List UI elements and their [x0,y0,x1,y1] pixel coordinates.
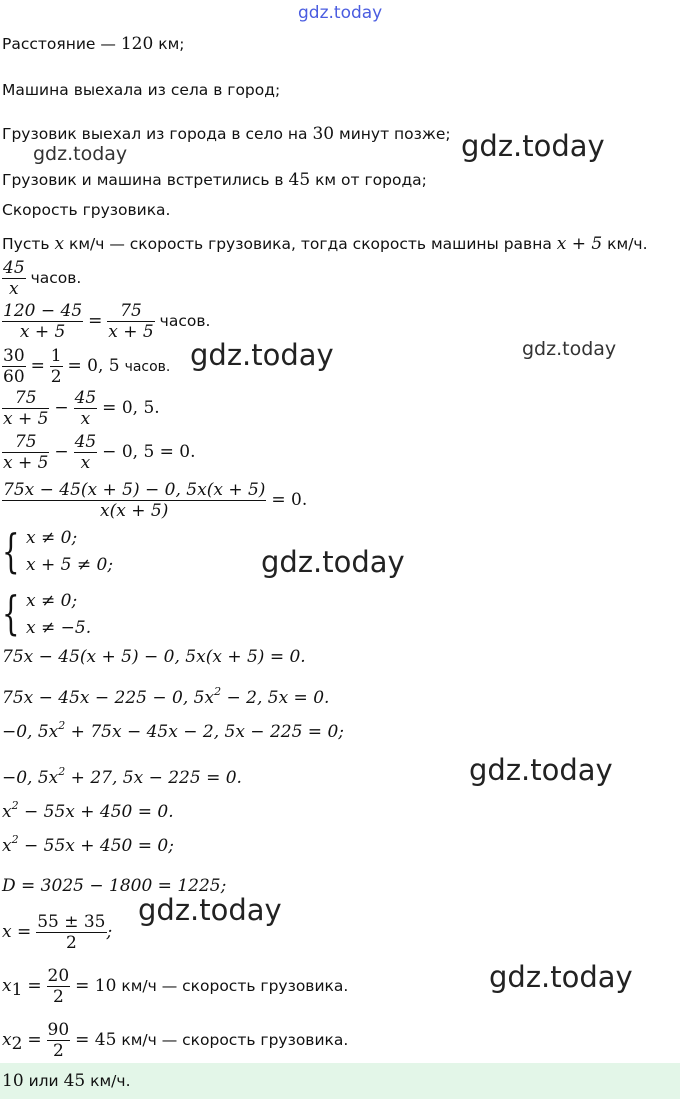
given-find: Скорость грузовика. [2,201,171,219]
math: = 0, 5 [67,356,120,376]
car-time [2,301,210,342]
watermark: gdz.today [261,545,405,579]
math: + 27, 5x − 225 = 0. [65,768,242,788]
minus: − [54,398,69,418]
system-line: x ≠ 0; [26,591,78,611]
answer-text [2,1071,131,1091]
watermark: gdz.today [522,338,617,360]
watermark: gdz.today [33,143,128,165]
math: ; [106,922,113,942]
system-brace: { [2,586,20,640]
math: + 75x − 45x − 2, 5x − 225 = 0; [65,722,344,742]
watermark: gdz.today [469,753,613,787]
fraction [47,966,71,1007]
text: км/ч. [602,235,648,253]
math: x [2,1030,12,1050]
system-line: x + 5 ≠ 0; [26,555,114,575]
fraction [2,258,26,299]
root-formula [2,912,112,953]
number: 10 [2,1071,24,1091]
numerator: 20 [47,966,70,986]
numerator: 45 [74,388,97,408]
fraction [36,912,106,953]
math: x + 5 [556,234,603,254]
answer-box [0,1063,680,1099]
watermark-top: gdz.today [298,3,383,23]
math: − 55x + 450 = 0; [18,836,174,856]
step-1: 75x − 45(x + 5) − 0, 5x(x + 5) = 0. [2,647,306,667]
watermark: gdz.today [138,893,282,927]
math: −0, 5x [2,722,59,742]
denominator: x [80,453,91,473]
truck-time [2,258,81,299]
step-2 [2,682,329,708]
text: или [23,1072,64,1090]
fraction [2,301,83,342]
fraction [2,432,49,473]
equation-3 [2,480,307,521]
step-5 [2,796,174,822]
equals: = [30,356,45,376]
denominator: x [80,409,91,429]
equation-2 [2,432,196,473]
number: 45 [63,1071,86,1091]
math: x [2,802,12,822]
fraction [50,346,63,387]
denominator: x + 5 [19,322,66,342]
text: км/ч — скорость грузовика. [116,977,349,995]
exponent: 2 [58,765,66,778]
math: −0, 5x [2,768,59,788]
equation-1 [2,388,160,429]
step-4 [2,762,242,788]
text: Пусть [2,235,55,253]
denominator: x + 5 [3,453,49,473]
equals: = [27,976,42,996]
denominator: x(x + 5) [100,501,169,521]
watermark: gdz.today [461,129,605,163]
denominator: 2 [52,1041,64,1061]
given-car: Машина выехала из села в город; [2,81,281,99]
number: 120 [120,34,154,54]
denominator: x + 5 [3,409,49,429]
text: часов. [159,312,211,330]
system-line: x ≠ 0; [26,528,78,548]
number: 30 [312,124,335,144]
denominator: x + 5 [108,322,154,342]
denominator: 60 [3,367,25,387]
numerator: 1 [50,346,62,366]
watermark: gdz.today [190,338,334,372]
text: км/ч — скорость грузовика. [116,1031,349,1049]
text: км от города; [310,171,427,189]
math: − 55x + 450 = 0. [18,802,174,822]
system-line: x ≠ −5. [26,618,92,638]
text: Грузовик и машина встретились в [2,171,289,189]
system-brace: { [2,524,20,578]
numerator: 30 [3,346,25,366]
text: Расстояние — [2,35,121,53]
math: = 45 [75,1030,117,1050]
delay-hours [2,346,170,387]
numerator: 45 [3,258,25,278]
equals: = [88,311,103,331]
exponent: 2 [11,833,19,846]
fraction [107,301,154,342]
text: минут позже; [334,125,451,143]
exponent: 2 [214,685,222,698]
text: часов. [30,269,82,287]
math: = 10 [75,976,117,996]
math: x [2,836,12,856]
exponent: 2 [58,719,66,732]
minus: − [54,442,69,462]
fraction [74,432,98,473]
numerator: 75 [2,388,49,409]
equals: = [27,1030,42,1050]
denominator: 2 [50,367,62,387]
numerator: 45 [74,432,97,452]
number: 45 [288,170,311,190]
step-6 [2,830,174,856]
subscript: 2 [11,1034,23,1054]
root-1 [2,966,348,1007]
denominator: 2 [65,933,77,953]
denominator: x [9,279,19,299]
math: − 0, 5 = 0. [102,442,196,462]
math: x [54,234,65,254]
fraction [2,480,266,521]
numerator: 75 [107,301,154,322]
numerator: 75 [2,432,49,453]
math: 75x − 45x − 225 − 0, 5x [2,688,215,708]
root-2 [2,1020,348,1061]
fraction [74,388,98,429]
let-statement [2,234,648,254]
given-meet [2,170,427,190]
text: км; [153,35,185,53]
text: км/ч — скорость грузовика, тогда скорость машины равна [64,235,557,253]
text: км/ч. [85,1072,131,1090]
denominator: 2 [52,987,64,1007]
given-truck [2,124,451,144]
math: = 0. [271,490,308,510]
fraction [2,388,49,429]
math: x [2,976,12,996]
fraction [47,1020,71,1061]
numerator: 120 − 45 [3,301,83,321]
watermark: gdz.today [489,960,633,994]
fraction [2,346,26,387]
text: Грузовик выехал из города в село на [2,125,313,143]
subscript: 1 [11,980,23,1000]
numerator: 75x − 45(x + 5) − 0, 5x(x + 5) [3,480,266,500]
step-3 [2,716,344,742]
given-distance [2,34,185,54]
text: часов. [124,359,171,375]
numerator: 90 [47,1020,70,1040]
numerator: 55 ± 35 [37,912,106,932]
math: = 0, 5. [102,398,160,418]
math: − 2, 5x = 0. [221,688,330,708]
discriminant: D = 3025 − 1800 = 1225; [2,876,227,896]
math: x = [2,922,32,942]
exponent: 2 [11,799,19,812]
